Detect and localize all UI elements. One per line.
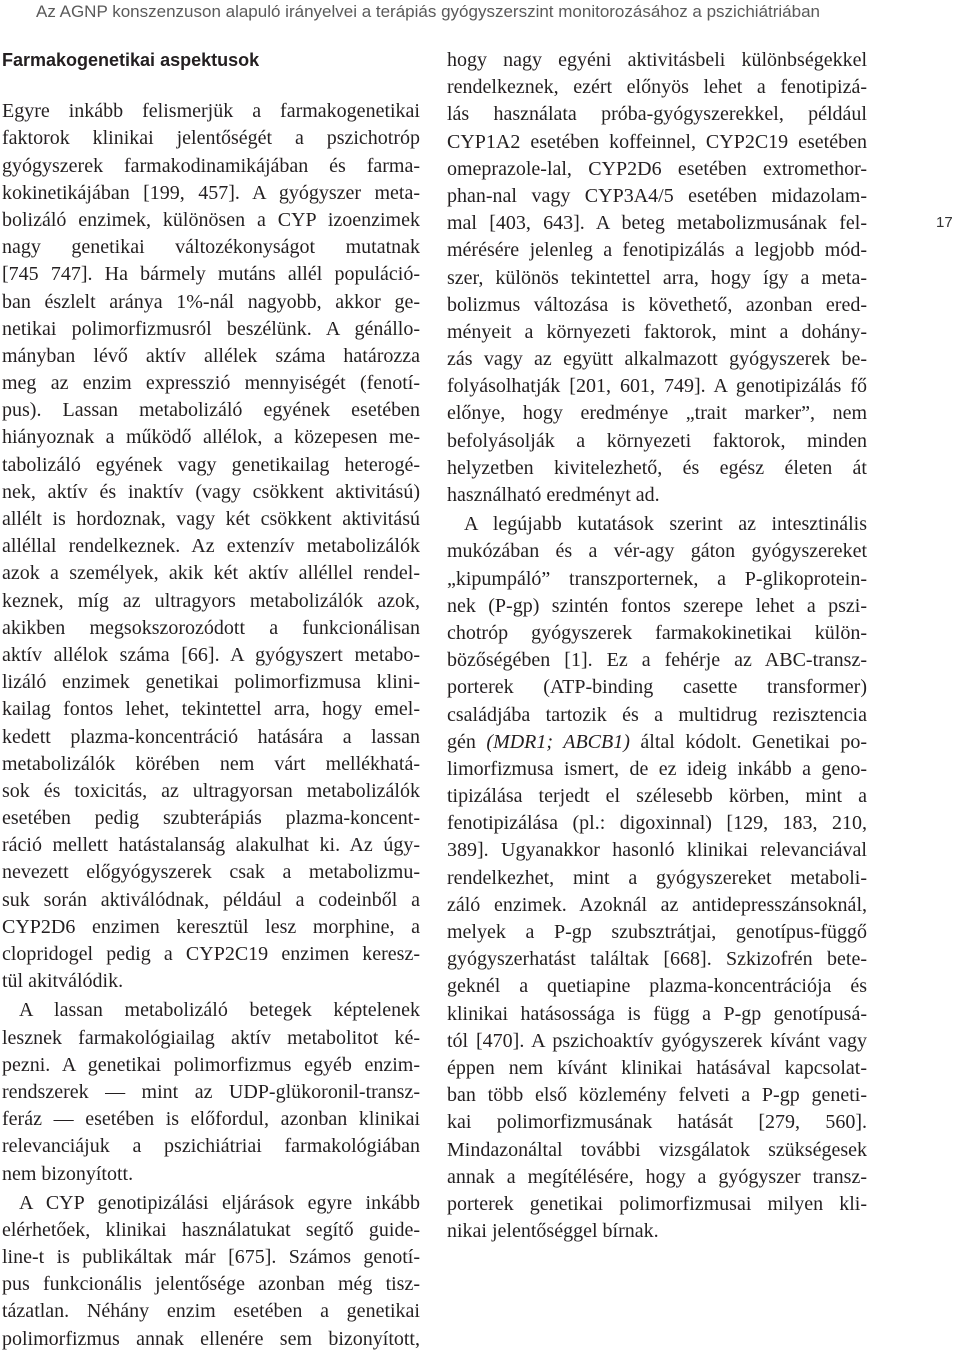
text-line: azok a személyek, akik két aktív alléllel rendel- bbox=[2, 562, 420, 585]
text-line: kailag fontos lehet, tekintettel arra, hogy emel- bbox=[2, 698, 420, 721]
text-line: zás vagy az együtt alkalmazott gyógyszerek be- bbox=[447, 348, 867, 371]
text-line: tipizálása terjedt el szélesebb körben, mint a bbox=[447, 785, 867, 808]
text-line: allélt is hordoznak, vagy két csökkent aktivitású bbox=[2, 508, 420, 531]
page-number: 17 bbox=[936, 214, 953, 231]
text-line: használható eredményt ad. bbox=[447, 484, 660, 506]
text-segment: gén bbox=[447, 730, 487, 753]
text-line: tázatlan. Néhány enzim esetében a genetikai bbox=[2, 1300, 420, 1323]
text-line: omeprazole-lal, CYP2D6 esetében extromethor- bbox=[447, 157, 867, 180]
text-line: mal [403, 643]. A beteg metabolizmusának fel- bbox=[447, 212, 867, 235]
text-line: CYP2D6 enzimen keresztül lesz morphine, a bbox=[2, 915, 420, 938]
text-line: gyógyszerhatást találtak [668]. Szkizofrén bete- bbox=[447, 948, 867, 971]
text-line: ráció mellett hatástalanság alakulhat ki. Az úgy- bbox=[2, 834, 420, 857]
text-line: Egyre inkább felismerjük a farmakogenetikai bbox=[2, 100, 420, 123]
text-line: helyzetben kivitelezhető, és egész életen át bbox=[447, 456, 867, 479]
text-line: ban több első közlemény felveti a P-gp geneti- bbox=[447, 1084, 867, 1107]
text-line: A CYP genotipizálási eljárások egyre inkább bbox=[19, 1191, 420, 1214]
running-title: Az AGNP konszenzuson alapuló irányelvei a terápiás gyógyszerszint monitorozásához a pszichiátriában bbox=[36, 2, 821, 21]
text-line: suk során aktiválódnak, például a codeinből a bbox=[2, 888, 420, 911]
text-segment: által kódolt. Genetikai po- bbox=[629, 730, 867, 753]
section-heading: Farmakogenetikai aspektusok bbox=[2, 50, 260, 70]
text-line: porterek genetikai polimorfizmusai milyen kli- bbox=[447, 1192, 867, 1215]
text-line: rendelkezhet, mint a gyógyszereket metaboli- bbox=[447, 866, 867, 889]
text-line: hiányoznak a működő allélok, a közepesen me- bbox=[2, 426, 420, 449]
text-line: bolizmus változása is követhető, azonban ered- bbox=[447, 293, 867, 316]
text-line: A lassan metabolizáló betegek képtelenek bbox=[19, 999, 420, 1022]
paragraph bbox=[2, 997, 420, 1187]
text-line: mukózában és a vér-agy gáton gyógyszereket bbox=[447, 540, 867, 563]
text-line: nevezett előgyógyszerek csak a metabolizmu- bbox=[2, 861, 420, 884]
text-line: rendszerek — mint az UDP-glükoronil-transz- bbox=[2, 1080, 420, 1103]
text-line: nek (P-gp) szintén fontos szerepe lehet a pszi- bbox=[447, 594, 867, 617]
text-line: metabolizálók körében nem várt mellékhatá- bbox=[2, 752, 420, 775]
text-line: chotróp gyógyszerek farmakokinetikai külön- bbox=[447, 621, 867, 644]
text-line: klinikai hatásossága is függ a P-gp genotípusá- bbox=[447, 1002, 867, 1025]
text-line: hogy nagy egyéni aktivitásbeli különbségekkel bbox=[447, 49, 867, 71]
text-line: pezni. A genetikai polimorfizmus egyéb enzim- bbox=[2, 1053, 420, 1076]
text-line: phan-nal vagy CYP3A4/5 esetében midazolam- bbox=[447, 184, 867, 207]
text-line: sok és toxicitás, az ultragyorsan metabolizálók bbox=[2, 779, 420, 802]
text-line: keznek, míg az ultragyors metabolizálók azok, bbox=[2, 589, 420, 612]
text-line: aktív allélok száma [66]. A gyógyszert metabo- bbox=[2, 643, 420, 666]
text-line: porterek (ATP-binding casette transformer) bbox=[447, 676, 867, 699]
text-line: kokinetikájában [199, 457]. A gyógyszer meta- bbox=[2, 181, 420, 204]
text-line: CYP1A2 esetében koffeinnel, CYP2C19 esetében bbox=[447, 130, 867, 153]
text-line: pus funkcionális jelentősége azonban még tisz- bbox=[2, 1273, 420, 1296]
paragraph bbox=[447, 511, 867, 1245]
text-line: folyásolhatják [201, 601, 749]. A genotipizálás fő bbox=[447, 375, 867, 398]
text-line: bözőségében [1]. Ez a fehérje az ABC-transz- bbox=[447, 649, 867, 672]
paragraph bbox=[447, 47, 867, 509]
left-column bbox=[2, 47, 420, 1355]
text-line: polimorfizmus annak ellenére sem bizonyított, bbox=[2, 1327, 420, 1350]
text-line: lesznek farmakológiailag aktív metabolitot ké- bbox=[2, 1026, 420, 1049]
text-line: esetében pedig szubterápiás plazma-koncent- bbox=[2, 807, 420, 830]
italic-text: (MDR1; ABCB1) bbox=[486, 730, 630, 753]
text-line: tól [470]. A pszichoaktív gyógyszerek kívánt vagy bbox=[447, 1029, 867, 1052]
text-line: lás használata próba-gyógyszerekkel, például bbox=[447, 103, 867, 126]
text-line: családjába tartozik és a multidrug rezisztencia bbox=[447, 703, 867, 726]
text-line: „kipumpáló” transzporternek, a P-glikoprotein- bbox=[447, 567, 867, 590]
text-line: ban észlelt aránya 1%-nál nagyobb, akkor ge- bbox=[2, 290, 420, 313]
text-line: éppen nem kívánt klinikai hatásával kapcsolat- bbox=[447, 1056, 867, 1079]
text-line: nem bizonyított. bbox=[2, 1162, 134, 1185]
text-line: kai polimorfizmusának hatását [279, 560]. bbox=[447, 1111, 867, 1134]
text-line: [745 747]. Ha bármely mutáns allél populáció- bbox=[2, 263, 420, 286]
text-line: tabolizáló egyének vagy genetikailag heterogé- bbox=[2, 453, 420, 476]
text-line: záló enzimek. Azoknál az antidepresszánsoknál, bbox=[447, 893, 867, 916]
text-line: melyek a P-gp szubsztrátjai, genotípus-függő bbox=[447, 921, 867, 943]
text-line: mérésére jelenleg a fenotipizálás a legjobb mód- bbox=[447, 239, 867, 262]
text-line: elérhetőek, klinikai használatukat segítő guide- bbox=[2, 1218, 420, 1241]
text-line: 389]. Ugyanakkor hasonló klinikai relevanciával bbox=[447, 839, 867, 862]
text-line: szer, különös tekintettel arra, hogy így a meta- bbox=[447, 266, 867, 289]
text-line: nikai jelentőséggel bírnak. bbox=[447, 1220, 659, 1243]
text-line: limorfizmusa ismert, de ez ideig inkább a geno- bbox=[447, 757, 867, 780]
text-line: A legújabb kutatások szerint az intesztinális bbox=[464, 513, 867, 536]
text-line: relevanciájuk a pszichiátriai farmakológiában bbox=[2, 1135, 420, 1158]
right-column bbox=[447, 47, 867, 1247]
text-line: faktorok klinikai jelentőségét a pszichotróp bbox=[2, 127, 420, 150]
paragraph bbox=[2, 98, 420, 995]
text-line: feráz — esetében is előfordul, azonban klinikai bbox=[2, 1108, 420, 1131]
text-line: lizáló enzimek genetikai polimorfizmusa klini- bbox=[2, 671, 420, 694]
text-line: rendelkeznek, ezért előnyös lehet a fenotipizá- bbox=[447, 76, 867, 99]
text-line: alléllal rendelkeznek. Az extenzív metabolizálók bbox=[2, 535, 420, 558]
text-line: gyógyszerek farmakodinamikájában és farma- bbox=[2, 154, 420, 177]
text-line: bolizáló enzimek, különösen a CYP izoenzimek bbox=[2, 208, 420, 231]
text-line: Mindazonáltal további vizsgálatok szükségesek bbox=[447, 1138, 867, 1161]
text-line bbox=[447, 729, 867, 756]
text-line: annak a megítélésére, hogy a gyógyszer transz- bbox=[447, 1165, 867, 1188]
text-line: nagy genetikai változékonyságot mutatnak bbox=[2, 236, 420, 259]
text-line: tül akitválódik. bbox=[2, 970, 124, 993]
text-line: akikben megsokszorozódott a funkcionálisan bbox=[2, 616, 420, 639]
text-line: line-t is publikáltak már [675]. Számos genotí- bbox=[2, 1246, 420, 1269]
text-line: nek, aktív és inaktív (vagy csökkent aktivitású) bbox=[2, 480, 420, 503]
text-line: mányban lévő aktív allélek száma határozza bbox=[2, 344, 420, 367]
text-line: előnye, hogy eredménye „trait marker”, nem bbox=[447, 402, 867, 425]
paragraph bbox=[2, 1190, 420, 1353]
text-line: netikai polimorfizmusról beszélünk. A génállo- bbox=[2, 317, 420, 340]
text-line: geknél a quetiapine plazma-koncentrációja és bbox=[447, 975, 867, 998]
text-line: befolyásolják a környezeti faktorok, minden bbox=[447, 429, 867, 452]
text-line: meg az enzim expresszió mennyiségét (fenotí- bbox=[2, 372, 420, 395]
text-line: kedett plazma-koncentráció hatására a lassan bbox=[2, 725, 420, 748]
text-line: ményeit a környezeti faktorok, mint a dohány- bbox=[447, 320, 867, 343]
text-line: clopridogel pedig a CYP2C19 enzimen keresz- bbox=[2, 943, 420, 966]
text-line: pus). Lassan metabolizáló egyének esetében bbox=[2, 399, 420, 422]
text-line: fenotipizálása (pl.: digoxinnal) [129, 183, 210, bbox=[447, 812, 867, 835]
